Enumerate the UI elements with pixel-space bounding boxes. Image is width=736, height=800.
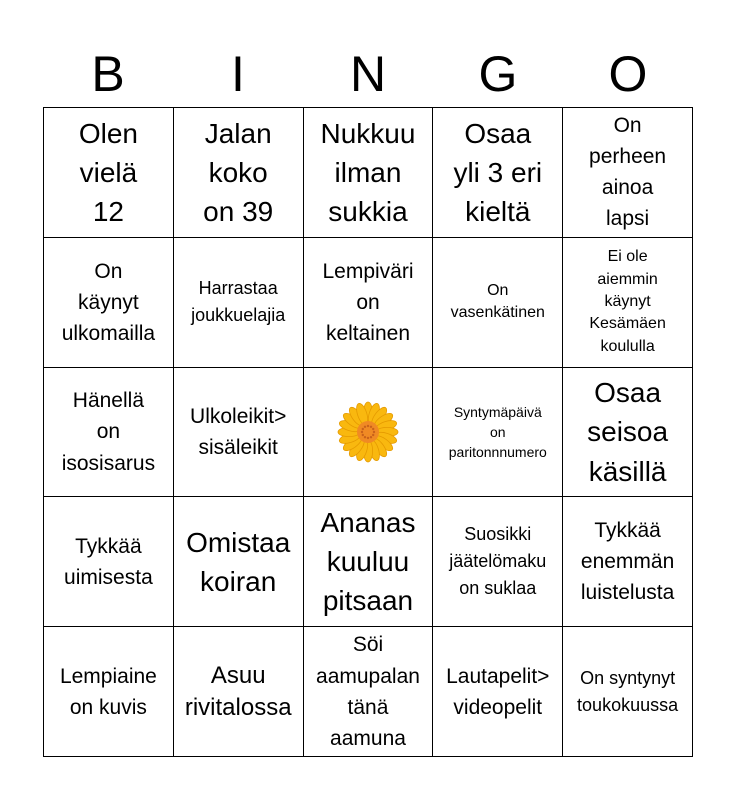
bingo-cell-text: Tykkää enemmän luistelusta: [580, 519, 675, 605]
bingo-cell[interactable]: [563, 368, 693, 498]
bingo-cell-text: Tykkää uimisesta: [64, 534, 153, 589]
bingo-cell-text: Harrastaa joukkuelajia: [191, 278, 286, 326]
bingo-cell-text: Olen vielä 12: [78, 117, 138, 227]
bingo-cell-text: Omistaa koiran: [186, 526, 291, 597]
bingo-cell[interactable]: [433, 627, 563, 757]
bingo-cell-text: Jalan koko on 39: [203, 117, 274, 227]
header-letter-n: N: [349, 46, 387, 102]
header-letter-g: G: [478, 46, 518, 102]
bingo-board: [43, 107, 693, 757]
bingo-cell-text: Lempiaine on kuvis: [59, 664, 157, 719]
bingo-cell-text: Ulkoleikit> sisäleikit: [190, 404, 287, 459]
bingo-cell-text: Suosikki jäätelömaku on suklaa: [449, 524, 547, 599]
bingo-cell-text: Hänellä on isosisarus: [61, 389, 156, 475]
bingo-cell[interactable]: [563, 497, 693, 627]
bingo-cell[interactable]: [563, 108, 693, 238]
bingo-cell[interactable]: [44, 497, 174, 627]
bingo-cell[interactable]: [433, 238, 563, 368]
bingo-cell-text: Osaa yli 3 eri kieltä: [453, 117, 543, 227]
bingo-cell-text: Ananas kuuluu pitsaan: [320, 507, 416, 617]
bingo-cell[interactable]: [563, 238, 693, 368]
bingo-cell-text: On käynyt ulkomailla: [61, 259, 156, 345]
bingo-cell-text: Lempiväri on keltainen: [322, 259, 414, 345]
bingo-cell-text: Ei ole aiemmin käynyt Kesämäen koululla: [589, 248, 666, 355]
bingo-cell[interactable]: [304, 497, 434, 627]
bingo-cell[interactable]: [563, 627, 693, 757]
bingo-cell[interactable]: [44, 108, 174, 238]
bingo-cell-text: Söi aamupalan tänä aamuna: [316, 633, 420, 750]
bingo-cell-text: Nukkuu ilman sukkia: [320, 117, 416, 227]
bingo-cell[interactable]: [304, 627, 434, 757]
bingo-cell[interactable]: [304, 108, 434, 238]
bingo-cell-text: On perheen ainoa lapsi: [589, 114, 667, 231]
bingo-cell[interactable]: [174, 368, 304, 498]
bingo-cell-free[interactable]: [304, 368, 434, 498]
bingo-header: [43, 40, 693, 108]
bingo-cell[interactable]: [433, 108, 563, 238]
header-letter-b: B: [91, 46, 125, 102]
bingo-cell-text: On vasenkätinen: [450, 281, 545, 322]
header-letter-o: O: [608, 46, 648, 102]
bingo-cell[interactable]: [433, 497, 563, 627]
bingo-cell[interactable]: [44, 627, 174, 757]
bingo-cell-text: Osaa seisoa käsillä: [587, 377, 669, 487]
bingo-cell-text: Asuu rivitalossa: [184, 661, 292, 721]
bingo-cell[interactable]: [174, 627, 304, 757]
bingo-cell[interactable]: [304, 238, 434, 368]
header-letter-i: I: [231, 46, 245, 102]
bingo-cell[interactable]: [44, 238, 174, 368]
flower-icon: [336, 400, 400, 464]
bingo-cell-text: Lautapelit> videopelit: [446, 664, 550, 719]
bingo-cell[interactable]: [174, 497, 304, 627]
bingo-cell-text: On syntynyt toukokuussa: [577, 667, 679, 715]
bingo-cell[interactable]: [44, 368, 174, 498]
bingo-cell[interactable]: [174, 238, 304, 368]
bingo-cell[interactable]: [174, 108, 304, 238]
bingo-cell[interactable]: [433, 368, 563, 498]
bingo-cell-text: Syntymäpäivä on paritonnnumero: [448, 403, 547, 461]
